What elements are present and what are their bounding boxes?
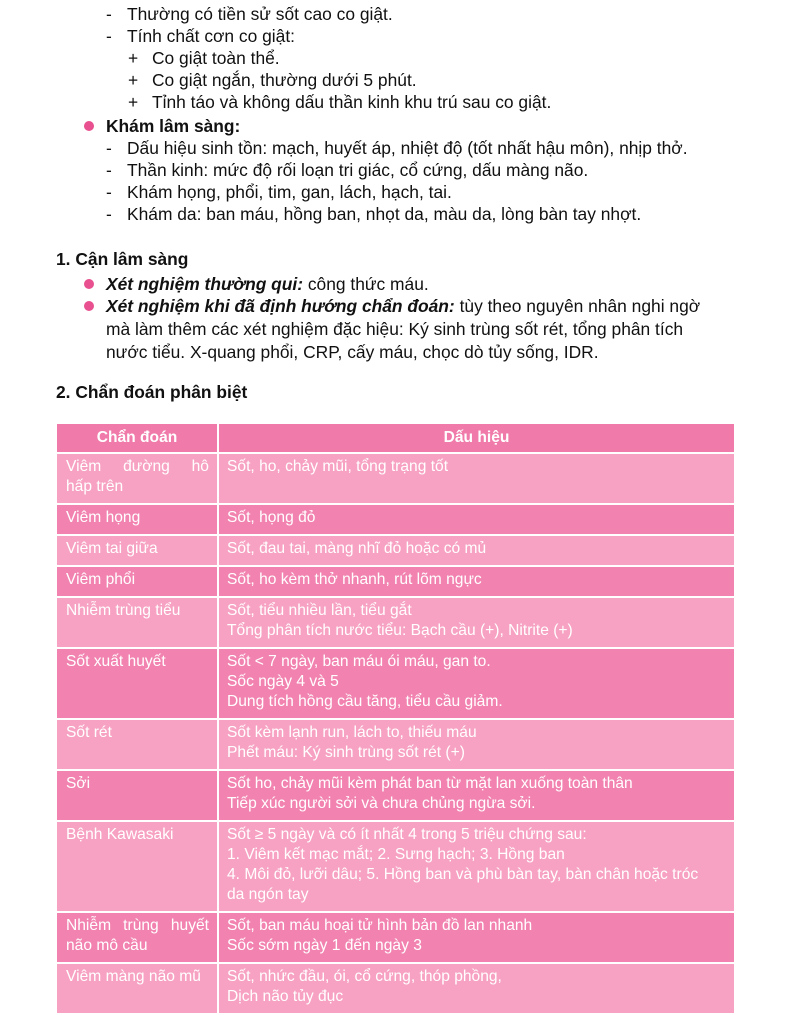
table-row [57,504,734,535]
header-signs: Dấu hiệu [218,424,734,453]
table-row [57,770,734,821]
seizure-trait: + Co giật toàn thể. [128,48,280,68]
signs-cell: Sốt, đau tai, màng nhĩ đỏ hoặc có mủ [218,535,734,566]
table-row [57,963,734,1014]
exam-item: - Khám họng, phổi, tim, gan, lách, hạch, tai. [106,182,452,202]
seizure-trait: + Co giật ngắn, thường dưới 5 phút. [128,70,417,90]
signs-cell: Sốt kèm lạnh run, lách to, thiếu máu Phết máu: Ký sinh trùng sốt rét (+) [218,719,734,770]
signs-cell: Sốt ≥ 5 ngày và có ít nhất 4 trong 5 triệu chứng sau: 1. Viêm kết mạc mắt; 2. Sưng hạch; 3. Hồng ban 4. Môi đỏ, lưỡi dâu; 5. Hồng ban và phù bàn tay, bàn chân hoặc tróc da ngón tay [218,821,734,912]
lab-routine: Xét nghiệm thường qui: công thức máu. [106,274,429,294]
bullet-dot-icon [84,279,94,289]
bullet-dot-icon [84,301,94,311]
signs-cell: Sốt, nhức đầu, ói, cổ cứng, thóp phồng, Dịch não tủy đục [218,963,734,1014]
signs-cell: Sốt, tiểu nhiều lần, tiểu gắt Tổng phân tích nước tiểu: Bạch cầu (+), Nitrite (+) [218,597,734,648]
signs-cell: Sốt ho, chảy mũi kèm phát ban từ mặt lan xuống toàn thân Tiếp xúc người sởi và chưa chủng ngừa sởi. [218,770,734,821]
diagnosis-cell: Bệnh Kawasaki [57,821,218,912]
section-heading-can-lam-sang: 1. Cận lâm sàng [56,249,189,269]
signs-cell: Sốt, họng đỏ [218,504,734,535]
diagnosis-cell: Nhiễm trùng huyết não mô cầu [57,912,218,963]
table-row [57,453,734,504]
lab-targeted-cont: mà làm thêm các xét nghiệm đặc hiệu: Ký sinh trùng sốt rét, tổng phân tích [106,319,684,339]
exam-item: - Thần kinh: mức độ rối loạn tri giác, cổ cứng, dấu màng não. [106,160,589,180]
diagnosis-cell: Viêm họng [57,504,218,535]
table-row [57,912,734,963]
signs-cell: Sốt, ho kèm thở nhanh, rút lõm ngực [218,566,734,597]
table-row [57,821,734,912]
diagnosis-cell: Sởi [57,770,218,821]
diagnosis-cell: Sốt xuất huyết [57,648,218,719]
diagnosis-cell: Viêm đường hô hấp trên [57,453,218,504]
history-item: - Thường có tiền sử sốt cao co giật. [106,4,393,24]
header-diagnosis: Chẩn đoán [57,424,218,453]
diagnosis-cell: Viêm phổi [57,566,218,597]
seizure-trait: + Tỉnh táo và không dấu thần kinh khu trú sau co giật. [128,92,552,112]
table-header-row [57,424,734,453]
exam-item: - Dấu hiệu sinh tồn: mạch, huyết áp, nhiệt độ (tốt nhất hậu môn), nhịp thở. [106,138,688,158]
signs-cell: Sốt, ban máu hoại tử hình bản đồ lan nhanh Sốc sớm ngày 1 đến ngày 3 [218,912,734,963]
lab-targeted-cont: nước tiểu. X-quang phổi, CRP, cấy máu, chọc dò tủy sống, IDR. [106,342,599,362]
diagnosis-cell: Viêm tai giữa [57,535,218,566]
table-row [57,566,734,597]
exam-title: Khám lâm sàng: [106,116,241,136]
table-row [57,597,734,648]
table-row [57,648,734,719]
table-row [57,535,734,566]
history-item: - Tính chất cơn co giật: [106,26,296,46]
exam-item: - Khám da: ban máu, hồng ban, nhọt da, màu da, lòng bàn tay nhợt. [106,204,642,224]
diagnosis-cell: Viêm màng não mũ [57,963,218,1014]
differential-diagnosis-table [57,424,734,1015]
signs-cell: Sốt < 7 ngày, ban máu ói máu, gan to. Sốc ngày 4 và 5 Dung tích hồng cầu tăng, tiểu cầu giảm. [218,648,734,719]
section-heading-chan-doan-phan-biet: 2. Chẩn đoán phân biệt [56,382,248,402]
table-row [57,719,734,770]
signs-cell: Sốt, ho, chảy mũi, tổng trạng tốt [218,453,734,504]
diagnosis-cell: Sốt rét [57,719,218,770]
bullet-dot-icon [84,121,94,131]
diagnosis-cell: Nhiễm trùng tiểu [57,597,218,648]
lab-targeted: Xét nghiệm khi đã định hướng chẩn đoán: tùy theo nguyên nhân nghi ngờ [106,296,701,316]
